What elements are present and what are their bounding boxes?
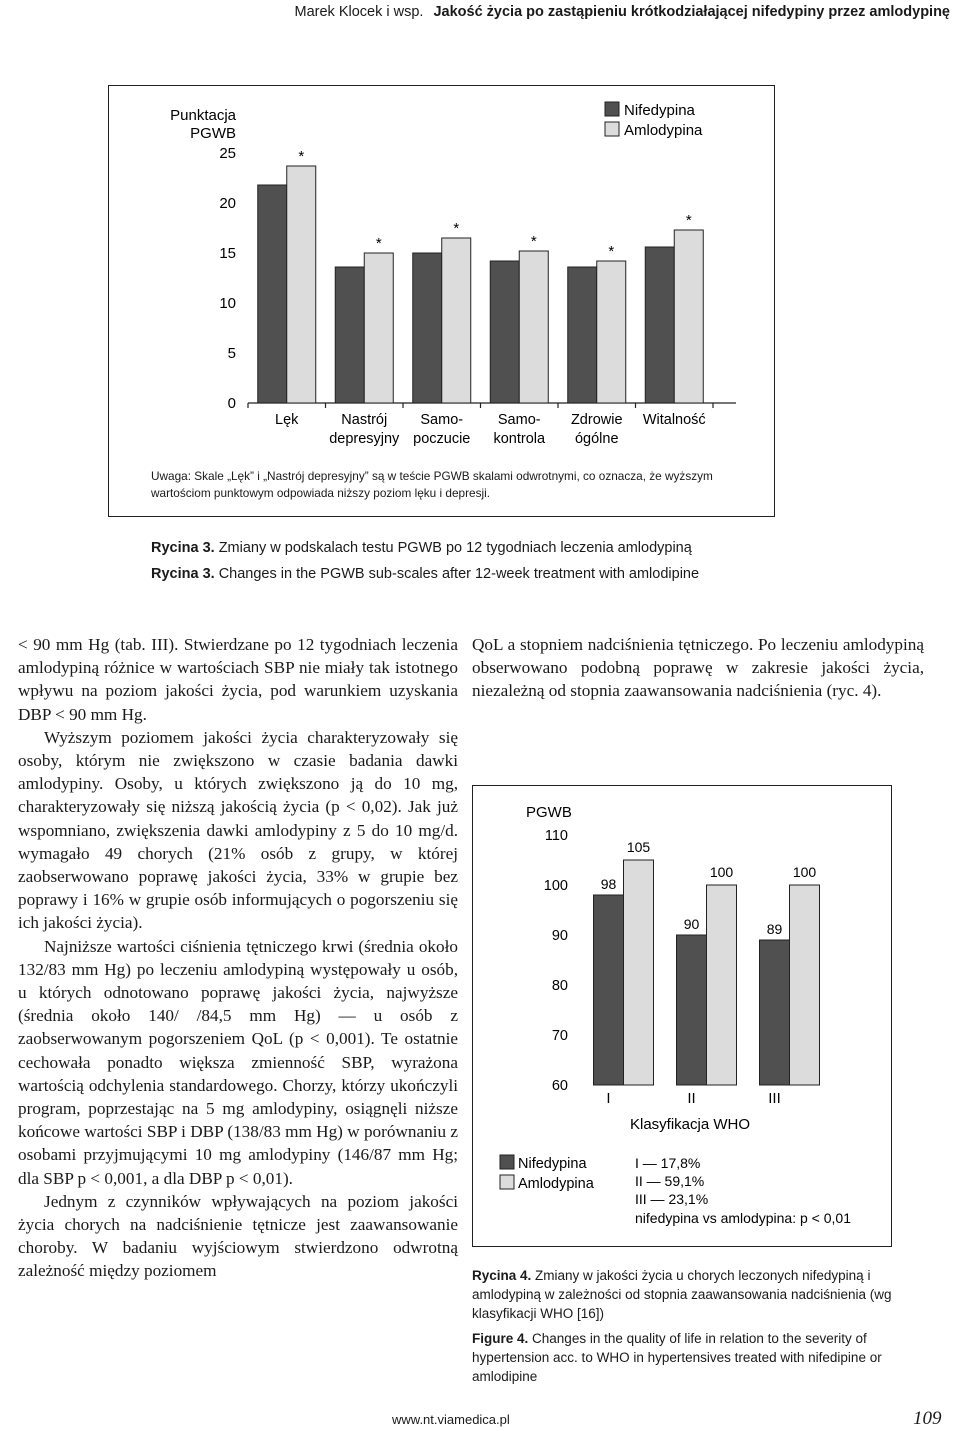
fig4-bar-amlodypina <box>624 860 654 1085</box>
fig4-caption-pl-label: Rycina 4. <box>472 1268 532 1283</box>
fig4-bar-nifedypina <box>760 940 790 1085</box>
fig4-ytick-label: 90 <box>551 928 568 944</box>
body-paragraph: Najniższe wartości ciśnienia tętniczego krwi (średnia około 132/83 mm Hg) po leczeniu amlodypiną występowały u osób, u których odnotowano poprawę jakości życia, najwyższe (średnia około 140/ /84,5 mm Hg) — u osób z zaobserwowanym pogorszeniem QoL (p < 0,001). Te ostatnie cechowała ponadto większa zmienność SBP, wyrażona wartością odchylenia standardowego. Chorzy, którzy ukończyli program, poprzestając na 5 mg amlodypiny, osiągnęli niższe końcowe wartości SBP i DBP (138/83 mm Hg) w porównaniu z osobami przyjmującymi 10 mg amlodypiny (146/87 mm Hg; dla SBP p < 0,001, a dla DBP p < 0,01). <box>18 936 458 1188</box>
fig3-bar-nifedypina <box>413 253 442 403</box>
body-paragraph: Jednym z czynników wpływających na poziom jakości życia chorych na nadciśnienie tętnicze jest zaawansowanie choroby. W badaniu wyjściowym stwierdzono odwrotną zależność między poziomem <box>18 1191 458 1281</box>
figure-4-caption <box>472 1266 892 1392</box>
fig3-category-label: Zdrowie <box>570 412 623 428</box>
fig4-category-label: II <box>687 1090 696 1107</box>
figure-4-chart <box>472 785 890 1245</box>
fig3-significance-marker: * <box>375 235 382 252</box>
fig4-bar-nifedypina <box>594 895 624 1085</box>
fig4-xtitle: Klasyfikacja WHO <box>629 1116 751 1133</box>
fig3-ytick-label: 5 <box>227 345 236 362</box>
fig4-ytick-label: 70 <box>551 1028 568 1044</box>
fig3-category-label: ógólne <box>574 431 619 447</box>
fig4-ylabel: PGWB <box>526 804 572 821</box>
fig3-bar-nifedypina <box>258 185 287 403</box>
figure-3-chart <box>108 85 773 455</box>
fig3-ylabel-2: PGWB <box>190 125 236 142</box>
fig3-category-label: Nastrój <box>341 412 388 428</box>
header-authors: Marek Klocek i wsp. <box>294 4 424 20</box>
fig4-stat-ii: II — 59,1% <box>635 1173 705 1189</box>
fig4-data-label-amlodypina: 100 <box>709 864 734 880</box>
fig3-significance-marker: * <box>453 220 460 237</box>
fig3-bar-amlodypina <box>674 230 703 403</box>
fig3-significance-marker: * <box>530 233 537 250</box>
fig3-ylabel-1: Punktacja <box>170 107 236 124</box>
body-column-left <box>18 633 458 1283</box>
fig4-stat-i: I — 17,8% <box>635 1155 701 1171</box>
fig4-legend-swatch-nifedypina <box>500 1155 514 1169</box>
fig4-ytick-label: 110 <box>544 828 568 844</box>
fig3-caption-pl-label: Rycina 3. <box>151 540 215 556</box>
fig3-ytick-label: 15 <box>219 245 236 262</box>
fig4-data-label-nifedypina: 90 <box>683 916 700 932</box>
body-paragraph: Wyższym poziomem jakości życia charakteryzowały się osoby, którym nie zwiększono w czasie badania dawki amlodypiny. Osoby, u których zwiększono ją do 10 mg, charakteryzowały się niższą jakością życia (p < 0,02). Jak już wspomniano, zwiększenia dawki amlodypiny z 5 do 10 mg/d. wymagało 49 chorych (21% osób z grupy, w której zaobserwowano poprawę jakości życia, 33% w grupie bez poprawy i 16% w grupie osób informujących o pogorszeniu się ich jakości życia). <box>18 727 458 933</box>
fig4-data-label-amlodypina: 105 <box>626 839 651 855</box>
fig4-legend-swatch-amlodypina <box>500 1175 514 1189</box>
fig3-bar-nifedypina <box>335 267 364 403</box>
fig4-category-label: III <box>768 1090 781 1107</box>
fig3-bar-nifedypina <box>645 247 674 403</box>
fig4-ytick-label: 80 <box>551 978 568 994</box>
fig3-legend-amlodypina: Amlodypina <box>624 122 703 139</box>
fig3-ytick-label: 0 <box>227 395 236 412</box>
fig4-ytick-label: 60 <box>551 1078 568 1094</box>
fig3-bar-amlodypina <box>287 166 316 403</box>
fig3-category-label: kontrola <box>493 431 546 447</box>
fig3-bar-nifedypina <box>568 267 597 403</box>
running-header <box>295 4 951 20</box>
page-number: 109 <box>913 1408 942 1429</box>
fig4-data-label-nifedypina: 89 <box>766 921 783 937</box>
fig3-ytick-label: 20 <box>219 195 236 212</box>
header-title: Jakość życia po zastąpieniu krótkodziałającej nifedypiny przez amlodypinę <box>433 4 950 20</box>
body-paragraph: < 90 mm Hg (tab. III). Stwierdzane po 12 tygodniach leczenia amlodypiną różnice w wartościach SBP nie miały tak istotnego wpływu na poziom jakości życia, pod warunkiem uzyskania DBP < 90 mm Hg. <box>18 635 458 724</box>
fig3-category-label: Samo- <box>497 412 541 428</box>
fig3-caption-en-label: Rycina 3. <box>151 566 215 582</box>
fig3-category-label: Witalność <box>642 412 706 428</box>
fig4-legend-nifedypina: Nifedypina <box>518 1156 587 1172</box>
body-paragraph: QoL a stopniem nadciśnienia tętniczego. Po leczeniu amlodypiną obserwowano podobną poprawę w zakresie jakości życia, niezależną od stopnia zaawansowania nadciśnienia (ryc. 4). <box>472 635 924 701</box>
fig3-bar-amlodypina <box>442 238 471 403</box>
fig3-ytick-label: 10 <box>219 295 236 312</box>
fig4-stat-p: nifedypina vs amlodypina: p < 0,01 <box>635 1210 851 1226</box>
fig4-bar-nifedypina <box>677 935 707 1085</box>
body-column-right <box>472 633 924 703</box>
fig3-caption-pl-text: Zmiany w podskalach testu PGWB po 12 tygodniach leczenia amlodypiną <box>218 540 692 556</box>
fig3-category-label: depresyjny <box>329 431 400 447</box>
fig4-stat-iii: III — 23,1% <box>635 1191 709 1207</box>
figure-3-caption-pl <box>151 540 692 556</box>
fig4-bar-amlodypina <box>790 885 820 1085</box>
fig3-legend-swatch-amlodypina <box>605 122 619 136</box>
fig4-caption-pl-text: Zmiany w jakości życia u chorych leczonych nifedypiną i amlodypiną w zależności od stopnia zaawansowania nadciśnienia (wg klasyfikacji WHO [16]) <box>472 1268 892 1321</box>
fig4-caption-en-text: Changes in the quality of life in relation to the severity of hypertension acc. to WHO in hypertensives treated with nifedipine or amlodipine <box>472 1331 882 1384</box>
fig3-significance-marker: * <box>298 148 305 165</box>
fig3-category-label: Lęk <box>275 412 299 428</box>
fig3-bar-amlodypina <box>597 261 626 403</box>
fig3-category-label: Samo- <box>420 412 464 428</box>
fig3-bar-nifedypina <box>490 261 519 403</box>
fig3-ytick-label: 25 <box>219 145 236 162</box>
footer-url: www.nt.viamedica.pl <box>392 1412 510 1427</box>
fig4-data-label-amlodypina: 100 <box>792 864 817 880</box>
fig4-bar-amlodypina <box>707 885 737 1085</box>
fig4-caption-en-label: Figure 4. <box>472 1331 529 1346</box>
fig3-legend-nifedypina: Nifedypina <box>624 102 695 119</box>
figure-3-note: Uwaga: Skale „Lęk” i „Nastrój depresyjny” są w teście PGWB skalami odwrotnymi, co oznacza, że wyższym wartościom punktowym odpowiada niższy poziom lęku i depresji. <box>151 469 713 500</box>
fig4-data-label-nifedypina: 98 <box>600 876 617 892</box>
fig3-significance-marker: * <box>608 243 615 260</box>
fig3-caption-en-text: Changes in the PGWB sub-scales after 12-week treatment with amlodipine <box>218 566 700 582</box>
figure-3-caption-en <box>151 566 699 582</box>
fig3-bar-amlodypina <box>519 251 548 403</box>
fig3-category-label: poczucie <box>413 431 471 447</box>
fig4-ytick-label: 100 <box>543 878 568 894</box>
fig4-legend-amlodypina: Amlodypina <box>518 1176 594 1192</box>
fig3-legend-swatch-nifedypina <box>605 102 619 116</box>
fig3-significance-marker: * <box>685 212 692 229</box>
fig4-category-label: I <box>606 1090 611 1107</box>
fig3-bar-amlodypina <box>364 253 393 403</box>
